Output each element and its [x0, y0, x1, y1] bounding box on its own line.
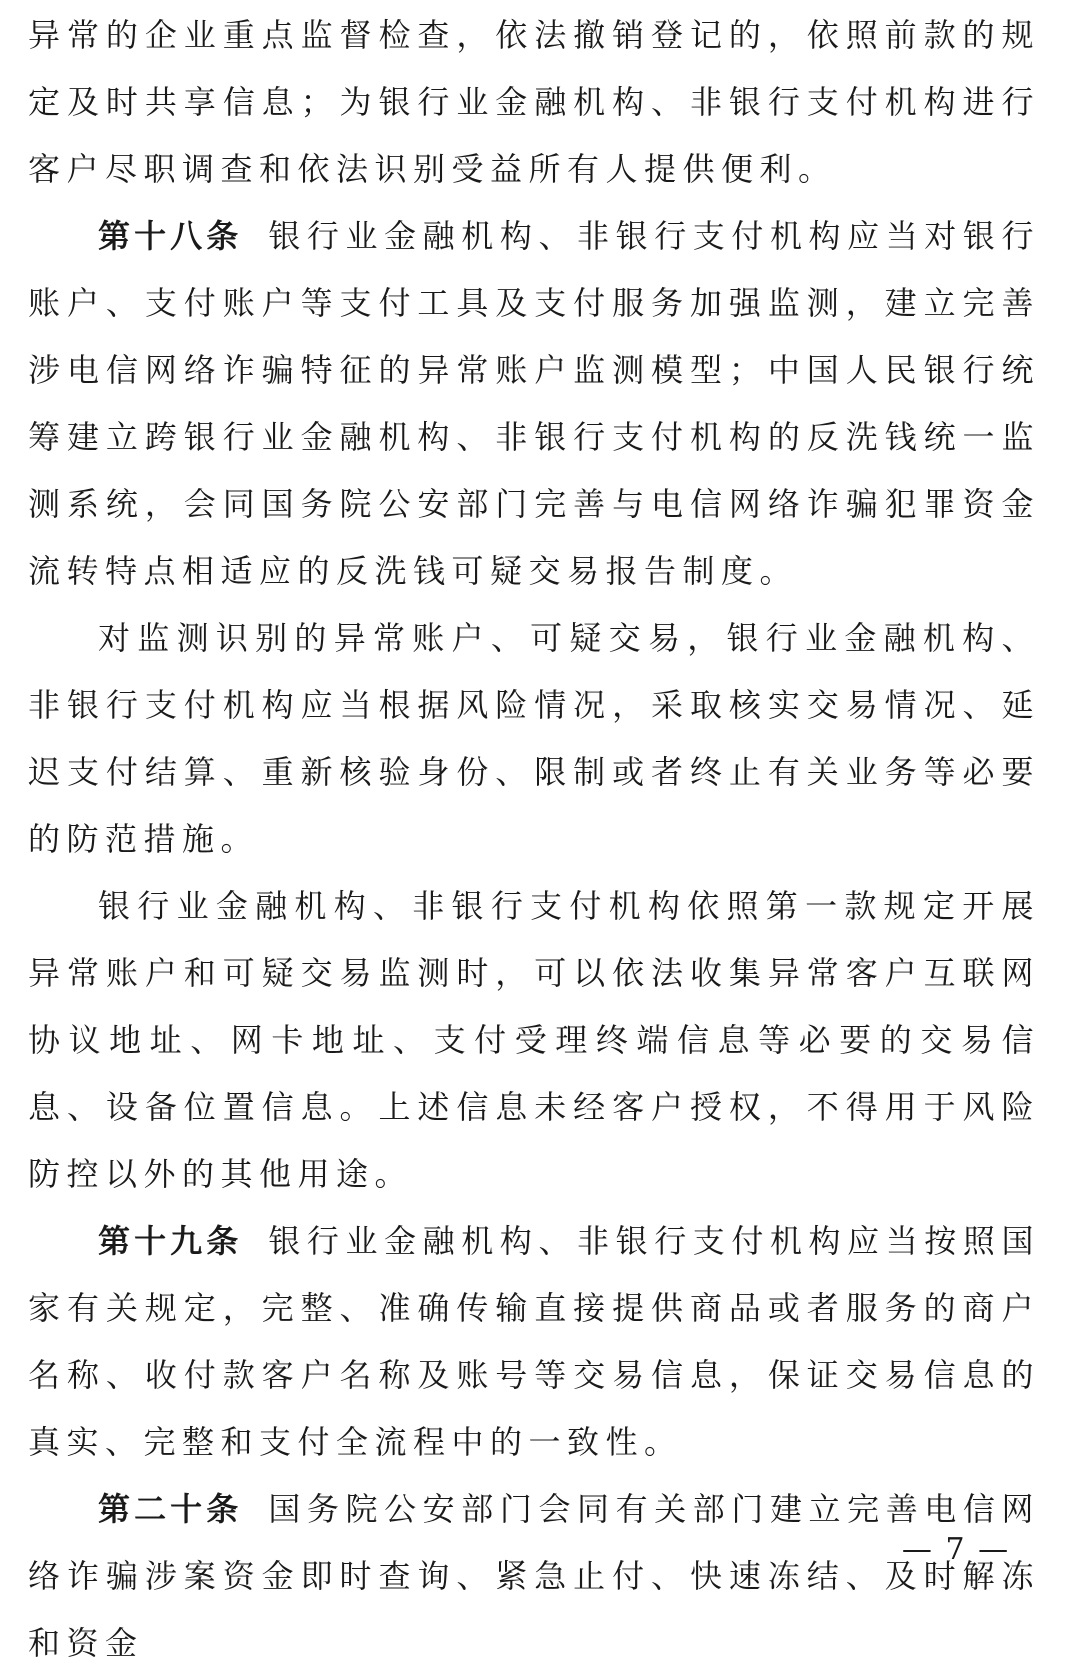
paragraph-text: 异常的企业重点监督检查，依法撤销登记的，依照前款的规定及时共享信息；为银行业金融机构、非银行支付机构进行客户尽职调查和依法识别受益所有人提供便利。 — [28, 16, 1040, 188]
paragraph-article-19 — [28, 1208, 1040, 1476]
paragraph-continuation — [28, 2, 1040, 203]
paragraph-text: 银行业金融机构、非银行支付机构依照第一款规定开展异常账户和可疑交易监测时，可以依法收集异常客户互联网协议地址、网卡地址、支付受理终端信息等必要的交易信息、设备位置信息。上述信息未经客户授权，不得用于风险防控以外的其他用途。 — [28, 887, 1040, 1193]
paragraph-text: 对监测识别的异常账户、可疑交易，银行业金融机构、非银行支付机构应当根据风险情况，采取核实交易情况、延迟支付结算、重新核验身份、限制或者终止有关业务等必要的防范措施。 — [28, 619, 1040, 858]
paragraph-monitoring-measures — [28, 605, 1040, 873]
article-title: 第十九条 — [98, 1222, 243, 1260]
paragraph-article-18 — [28, 203, 1040, 605]
paragraph-information-collection — [28, 873, 1040, 1208]
article-title: 第二十条 — [98, 1490, 243, 1528]
document-page — [28, 2, 1040, 1677]
paragraph-article-20 — [28, 1476, 1040, 1677]
paragraph-text: 银行业金融机构、非银行支付机构应当对银行账户、支付账户等支付工具及支付服务加强监测，建立完善涉电信网络诈骗特征的异常账户监测模型；中国人民银行统筹建立跨银行业金融机构、非银行支付机构的反洗钱统一监测系统，会同国务院公安部门完善与电信网络诈骗犯罪资金流转特点相适应的反洗钱可疑交易报告制度。 — [28, 217, 1040, 590]
paragraph-text: 国务院公安部门会同有关部门建立完善电信网络诈骗涉案资金即时查询、紧急止付、快速冻结、及时解冻和资金 — [28, 1490, 1040, 1662]
page-number: — 7 — — [901, 1532, 1011, 1567]
article-title: 第十八条 — [98, 217, 243, 255]
paragraph-text: 银行业金融机构、非银行支付机构应当按照国家有关规定，完整、准确传输直接提供商品或者服务的商户名称、收付款客户名称及账号等交易信息，保证交易信息的真实、完整和支付全流程中的一致性。 — [28, 1222, 1040, 1461]
